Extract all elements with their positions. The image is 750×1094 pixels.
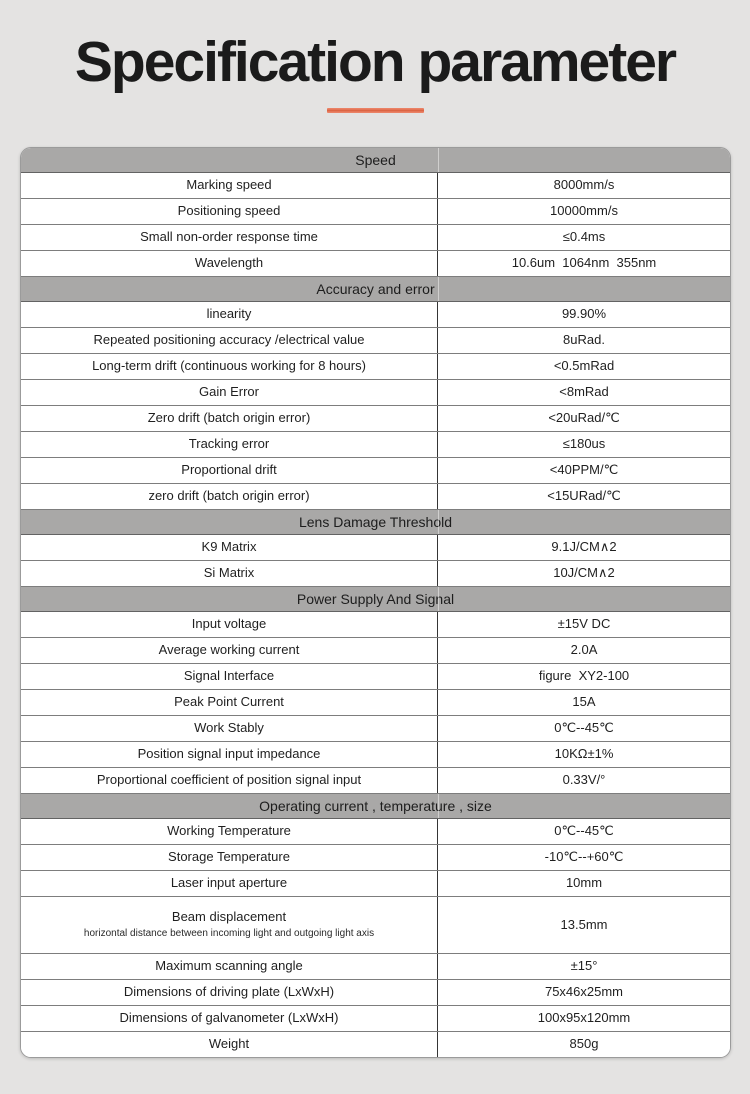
table-row (21, 251, 730, 277)
spec-label: K9 Matrix (21, 535, 438, 560)
spec-label: Weight (21, 1032, 438, 1057)
spec-value: ≤0.4ms (562, 229, 606, 245)
spec-value: 10mm (565, 875, 603, 891)
table-row (21, 199, 730, 225)
spec-value: 99.90% (561, 306, 607, 322)
section-header-speed: Speed (21, 148, 730, 173)
spec-label: Dimensions of galvanometer (LxWxH) (21, 1006, 438, 1031)
spec-value: 850g (569, 1036, 599, 1052)
spec-label: Dimensions of driving plate (LxWxH) (21, 980, 438, 1005)
spec-label: Long-term drift (continuous working for 8 hours) (21, 354, 438, 379)
spec-label: Laser input aperture (21, 871, 438, 896)
spec-value: <0.5mRad (553, 358, 615, 374)
table-row (21, 406, 730, 432)
spec-label: linearity (21, 302, 438, 327)
spec-value: 10KΩ±1% (554, 746, 614, 762)
table-row (21, 484, 730, 510)
section-header-accuracy-and-error: Accuracy and error (21, 277, 730, 302)
spec-label: Input voltage (21, 612, 438, 637)
table-row (21, 328, 730, 354)
spec-value: <8mRad (559, 384, 609, 400)
spec-label: Position signal input impedance (21, 742, 438, 767)
spec-label-main: Beam displacement (171, 909, 287, 925)
table-row (21, 173, 730, 199)
table-row (21, 612, 730, 638)
spec-value: ±15° (570, 958, 598, 974)
spec-value: 8000mm/s (553, 177, 615, 193)
spec-label: Average working current (21, 638, 438, 663)
spec-value: 75x46x25mm (544, 984, 624, 1000)
spec-label: zero drift (batch origin error) (21, 484, 438, 509)
spec-label: Storage Temperature (21, 845, 438, 870)
spec-value: 100x95x120mm (537, 1010, 631, 1026)
spec-value: 10.6um 1064nm 355nm (511, 255, 657, 271)
spec-value: 0℃--45℃ (554, 720, 614, 736)
spec-value: <15URad/℃ (547, 488, 621, 504)
table-row (21, 354, 730, 380)
page-title: Specification parameter (74, 30, 676, 94)
table-row (21, 690, 730, 716)
spec-label: Wavelength (21, 251, 438, 276)
table-row (21, 716, 730, 742)
spec-label: Small non-order response time (21, 225, 438, 250)
spec-label: Repeated positioning accuracy /electrical value (21, 328, 438, 353)
spec-label: Proportional drift (21, 458, 438, 483)
spec-label: Positioning speed (21, 199, 438, 224)
table-row (21, 638, 730, 664)
table-row (21, 380, 730, 406)
spec-value: 2.0A (570, 642, 598, 658)
spec-value: <40PPM/℃ (549, 462, 619, 478)
spec-label: Tracking error (21, 432, 438, 457)
spec-value: 0℃--45℃ (554, 823, 614, 839)
spec-value: figure XY2-100 (538, 668, 630, 684)
table-row (21, 458, 730, 484)
spec-label: Proportional coefficient of position signal input (21, 768, 438, 793)
spec-value: 10J/CM∧2 (553, 565, 615, 581)
spec-value: 15A (572, 694, 596, 710)
spec-label: Marking speed (21, 173, 438, 198)
spec-value: 0.33V/° (562, 772, 606, 788)
table-row (21, 768, 730, 794)
table-row (21, 845, 730, 871)
section-header-power-supply-and-signal: Power Supply And Signal (21, 587, 730, 612)
spec-value: 13.5mm (560, 916, 608, 932)
title-underline-accent (327, 108, 424, 113)
spec-value: 10000mm/s (550, 203, 618, 219)
table-row (21, 871, 730, 897)
table-row (21, 432, 730, 458)
spec-value: 9.1J/CM∧2 (551, 539, 617, 555)
spec-label: Working Temperature (21, 819, 438, 844)
specification-table (20, 147, 731, 1058)
spec-label-sub: horizontal distance between incoming light and outgoing light axis (83, 928, 375, 940)
spec-label: Signal Interface (21, 664, 438, 689)
spec-value: ≤180us (562, 436, 606, 452)
table-row (21, 1006, 730, 1032)
table-row-beam-displacement (21, 897, 730, 954)
spec-value: -10℃--+60℃ (544, 849, 624, 865)
section-header-operating-current-temperature-size: Operating current , temperature , size (21, 794, 730, 819)
table-row (21, 819, 730, 845)
spec-label: Work Stably (21, 716, 438, 741)
spec-label: Peak Point Current (21, 690, 438, 715)
spec-value: <20uRad/℃ (548, 410, 620, 426)
table-row (21, 302, 730, 328)
spec-label: Zero drift (batch origin error) (21, 406, 438, 431)
table-row (21, 664, 730, 690)
table-row (21, 954, 730, 980)
spec-value: ±15V DC (557, 616, 611, 632)
table-row (21, 742, 730, 768)
spec-label: Gain Error (21, 380, 438, 405)
spec-label: Si Matrix (21, 561, 438, 586)
table-row (21, 535, 730, 561)
table-row (21, 561, 730, 587)
spec-value: 8uRad. (563, 332, 605, 348)
table-row (21, 980, 730, 1006)
table-row (21, 1032, 730, 1057)
section-header-lens-damage-threshold: Lens Damage Threshold (21, 510, 730, 535)
spec-label: Maximum scanning angle (21, 954, 438, 979)
table-row (21, 225, 730, 251)
spec-label (21, 897, 438, 953)
